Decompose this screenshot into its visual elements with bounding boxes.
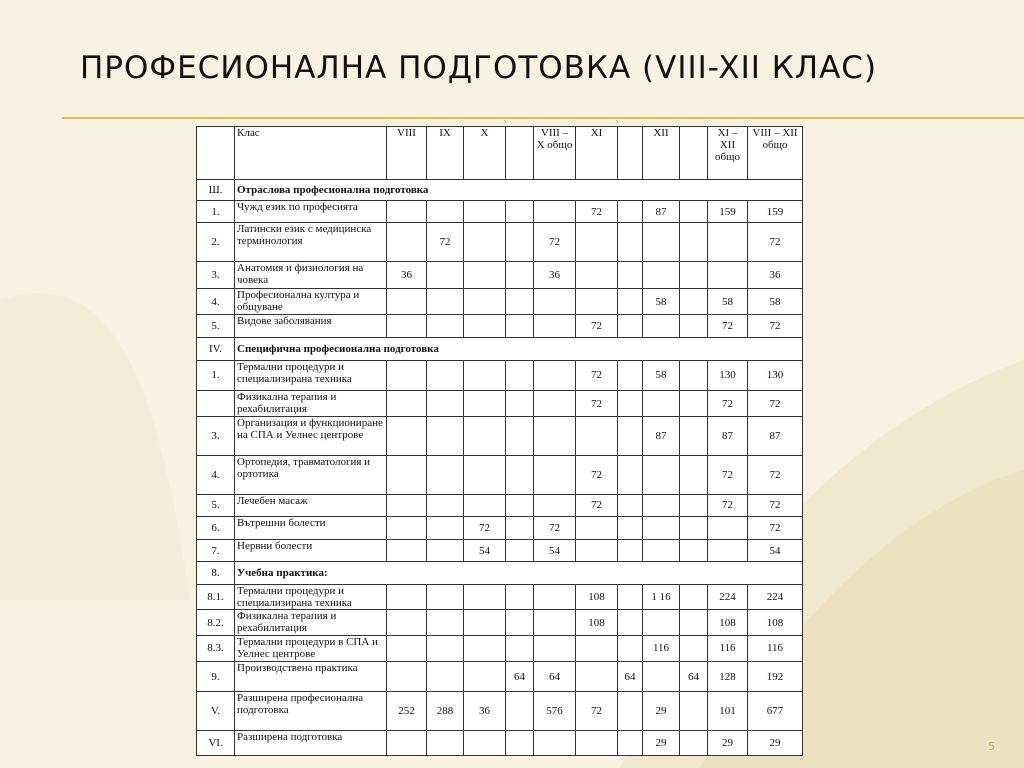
hours-cell xyxy=(387,200,427,223)
subject-name: Термални процедури в СПА и Уелнес центрове xyxy=(235,636,387,662)
hours-cell xyxy=(618,731,643,756)
hours-cell xyxy=(387,288,427,315)
table-row xyxy=(197,288,803,315)
hours-cell xyxy=(576,262,618,289)
row-index: 6. xyxy=(197,517,235,540)
hours-cell: 108 xyxy=(708,610,748,636)
hours-cell: 87 xyxy=(643,200,680,223)
hours-cell xyxy=(506,262,534,289)
hours-cell xyxy=(427,455,464,494)
hours-cell: 36 xyxy=(387,262,427,289)
hours-cell: 72 xyxy=(708,494,748,517)
hours-cell xyxy=(680,391,708,417)
hours-cell: 58 xyxy=(643,360,680,391)
hours-cell xyxy=(643,455,680,494)
hours-cell xyxy=(576,517,618,540)
row-index: 5. xyxy=(197,494,235,517)
subject-name: Нервни болести xyxy=(235,539,387,562)
hours-cell xyxy=(427,200,464,223)
hours-cell xyxy=(387,416,427,455)
table-row xyxy=(197,636,803,662)
hours-cell xyxy=(576,288,618,315)
hours-cell xyxy=(506,539,534,562)
hours-cell xyxy=(427,416,464,455)
hours-cell: 224 xyxy=(748,584,803,610)
hours-cell xyxy=(506,610,534,636)
hours-cell: 72 xyxy=(576,494,618,517)
hours-cell: 108 xyxy=(576,584,618,610)
hours-cell xyxy=(464,494,506,517)
hours-cell: 72 xyxy=(576,315,618,338)
subject-name: Чужд език по професията xyxy=(235,200,387,223)
hours-cell: 64 xyxy=(680,661,708,692)
hours-cell: 29 xyxy=(643,731,680,756)
hours-cell xyxy=(387,731,427,756)
subject-name: Организация и функциониране на СПА и Уелнес центрове xyxy=(235,416,387,455)
subject-name: Физикална терапия и рехабилитация xyxy=(235,391,387,417)
hours-cell xyxy=(387,455,427,494)
hours-cell xyxy=(618,539,643,562)
header-col-viii-x-total: VIII – X общо xyxy=(534,127,576,180)
table-row xyxy=(197,517,803,540)
row-index: 8.1. xyxy=(197,584,235,610)
hours-cell xyxy=(427,731,464,756)
hours-cell: 36 xyxy=(534,262,576,289)
row-index: 9. xyxy=(197,661,235,692)
hours-cell xyxy=(534,584,576,610)
table-row xyxy=(197,692,803,731)
hours-cell: 72 xyxy=(748,391,803,417)
header-col-blank-3 xyxy=(680,127,708,180)
title-divider xyxy=(62,117,1024,119)
row-index: 3. xyxy=(197,262,235,289)
hours-cell: 72 xyxy=(534,517,576,540)
hours-cell xyxy=(506,360,534,391)
row-index: VI. xyxy=(197,731,235,756)
header-col-blank-1 xyxy=(506,127,534,180)
row-index: 4. xyxy=(197,288,235,315)
hours-cell xyxy=(506,584,534,610)
hours-cell xyxy=(464,288,506,315)
hours-cell: 87 xyxy=(643,416,680,455)
hours-cell xyxy=(427,661,464,692)
hours-cell: 72 xyxy=(576,200,618,223)
hours-cell: 116 xyxy=(708,636,748,662)
hours-cell xyxy=(680,455,708,494)
hours-cell: 54 xyxy=(748,539,803,562)
hours-cell xyxy=(576,539,618,562)
row-index: 3. xyxy=(197,416,235,455)
hours-cell xyxy=(387,636,427,662)
hours-cell xyxy=(427,610,464,636)
hours-cell xyxy=(534,200,576,223)
section-row xyxy=(197,180,803,200)
subject-name: Ортопедия, травматология и ортотика xyxy=(235,455,387,494)
table-row xyxy=(197,455,803,494)
hours-cell xyxy=(618,517,643,540)
hours-cell xyxy=(576,731,618,756)
hours-cell: 108 xyxy=(748,610,803,636)
hours-cell xyxy=(618,223,643,262)
hours-cell xyxy=(643,391,680,417)
hours-cell xyxy=(680,200,708,223)
table-row xyxy=(197,391,803,417)
section-title: Отраслова професионална подготовка xyxy=(235,180,803,200)
hours-cell xyxy=(506,731,534,756)
subject-name: Разширена професионална подготовка xyxy=(235,692,387,731)
hours-cell: 288 xyxy=(427,692,464,731)
hours-cell xyxy=(534,494,576,517)
hours-cell xyxy=(464,360,506,391)
hours-cell: 72 xyxy=(576,692,618,731)
hours-cell: 29 xyxy=(643,692,680,731)
row-index: V. xyxy=(197,692,235,731)
hours-cell xyxy=(427,494,464,517)
hours-cell xyxy=(506,223,534,262)
hours-cell xyxy=(680,610,708,636)
subject-name: Лечебен масаж xyxy=(235,494,387,517)
hours-cell xyxy=(680,731,708,756)
hours-cell: 36 xyxy=(464,692,506,731)
hours-cell xyxy=(680,692,708,731)
hours-cell xyxy=(427,636,464,662)
hours-cell xyxy=(534,288,576,315)
header-col-x: X xyxy=(464,127,506,180)
hours-cell xyxy=(618,416,643,455)
header-col-xii: XII xyxy=(643,127,680,180)
hours-cell: 58 xyxy=(748,288,803,315)
header-col-ix: IX xyxy=(427,127,464,180)
table-row xyxy=(197,584,803,610)
table-row xyxy=(197,494,803,517)
hours-cell xyxy=(506,692,534,731)
table-row xyxy=(197,416,803,455)
hours-cell xyxy=(387,494,427,517)
header-col-blank-2 xyxy=(618,127,643,180)
hours-cell xyxy=(643,494,680,517)
hours-cell xyxy=(576,416,618,455)
row-index: 8.2. xyxy=(197,610,235,636)
hours-cell xyxy=(534,731,576,756)
hours-cell: 64 xyxy=(506,661,534,692)
hours-cell: 128 xyxy=(708,661,748,692)
hours-cell: 58 xyxy=(643,288,680,315)
table-row xyxy=(197,200,803,223)
hours-cell xyxy=(506,636,534,662)
hours-cell xyxy=(427,391,464,417)
header-index-cell xyxy=(197,127,235,180)
hours-cell xyxy=(534,636,576,662)
hours-cell xyxy=(387,360,427,391)
hours-cell xyxy=(464,584,506,610)
hours-cell: 159 xyxy=(748,200,803,223)
hours-cell xyxy=(643,661,680,692)
hours-cell: 72 xyxy=(427,223,464,262)
hours-cell xyxy=(618,360,643,391)
subject-name: Разширена подготовка xyxy=(235,731,387,756)
table-row xyxy=(197,610,803,636)
hours-cell xyxy=(618,391,643,417)
hours-cell xyxy=(576,661,618,692)
hours-cell xyxy=(387,539,427,562)
hours-cell xyxy=(464,416,506,455)
subject-name: Термални процедури и специализирана техника xyxy=(235,360,387,391)
hours-cell: 108 xyxy=(576,610,618,636)
hours-cell xyxy=(618,636,643,662)
hours-cell xyxy=(464,200,506,223)
subject-name: Видове заболявания xyxy=(235,315,387,338)
hours-cell xyxy=(464,455,506,494)
hours-cell: 72 xyxy=(708,315,748,338)
hours-cell: 87 xyxy=(748,416,803,455)
section-title: Учебна практика: xyxy=(235,562,803,585)
hours-cell: 64 xyxy=(618,661,643,692)
hours-cell xyxy=(464,315,506,338)
hours-cell: 36 xyxy=(748,262,803,289)
hours-cell xyxy=(387,517,427,540)
hours-cell xyxy=(643,610,680,636)
hours-cell xyxy=(618,200,643,223)
hours-cell xyxy=(506,288,534,315)
hours-cell: 677 xyxy=(748,692,803,731)
table-row xyxy=(197,223,803,262)
table-row xyxy=(197,360,803,391)
hours-cell xyxy=(427,315,464,338)
hours-cell: 224 xyxy=(708,584,748,610)
hours-cell xyxy=(680,262,708,289)
hours-cell xyxy=(618,315,643,338)
subject-name: Анатомия и физиология на човека xyxy=(235,262,387,289)
hours-cell xyxy=(427,288,464,315)
hours-cell: 72 xyxy=(708,455,748,494)
row-index: 1. xyxy=(197,200,235,223)
hours-cell xyxy=(506,517,534,540)
hours-cell xyxy=(708,539,748,562)
hours-cell: 72 xyxy=(748,455,803,494)
hours-cell xyxy=(464,661,506,692)
hours-cell xyxy=(680,315,708,338)
hours-cell: 72 xyxy=(748,494,803,517)
row-index: Ш. xyxy=(197,180,235,200)
hours-cell xyxy=(643,262,680,289)
hours-cell xyxy=(427,539,464,562)
section-row xyxy=(197,562,803,585)
row-index xyxy=(197,391,235,417)
hours-cell: 29 xyxy=(748,731,803,756)
header-class-label: Клас xyxy=(235,127,387,180)
hours-cell xyxy=(643,315,680,338)
header-col-viii: VIII xyxy=(387,127,427,180)
table-row xyxy=(197,661,803,692)
hours-cell xyxy=(464,391,506,417)
hours-cell xyxy=(464,636,506,662)
row-index: 8.3. xyxy=(197,636,235,662)
hours-cell xyxy=(534,391,576,417)
hours-cell xyxy=(576,636,618,662)
header-col-xi-xii-total: XI – XII общо xyxy=(708,127,748,180)
table-row xyxy=(197,315,803,338)
subject-name: Физикална терапия и рехабилитация xyxy=(235,610,387,636)
hours-cell xyxy=(506,200,534,223)
hours-cell xyxy=(708,223,748,262)
hours-cell xyxy=(576,223,618,262)
hours-cell: 54 xyxy=(534,539,576,562)
row-index: 1. xyxy=(197,360,235,391)
subject-name: Вътрешни болести xyxy=(235,517,387,540)
hours-cell: 72 xyxy=(576,455,618,494)
subject-name: Професионална култура и общуване xyxy=(235,288,387,315)
hours-cell xyxy=(680,584,708,610)
hours-cell xyxy=(534,416,576,455)
hours-cell: 252 xyxy=(387,692,427,731)
hours-cell xyxy=(534,360,576,391)
hours-cell xyxy=(680,539,708,562)
table-header-row xyxy=(197,127,803,180)
hours-cell xyxy=(618,455,643,494)
row-index: 8. xyxy=(197,562,235,585)
hours-cell xyxy=(464,223,506,262)
hours-cell xyxy=(387,610,427,636)
hours-cell xyxy=(427,262,464,289)
table-body xyxy=(197,127,803,756)
page-number: 5 xyxy=(988,740,995,753)
hours-cell xyxy=(387,584,427,610)
hours-cell: 72 xyxy=(534,223,576,262)
hours-cell xyxy=(506,315,534,338)
hours-cell xyxy=(708,262,748,289)
hours-cell: 29 xyxy=(708,731,748,756)
hours-cell xyxy=(643,539,680,562)
hours-cell: 116 xyxy=(643,636,680,662)
header-col-xi: XI xyxy=(576,127,618,180)
hours-cell xyxy=(643,223,680,262)
hours-cell: 72 xyxy=(708,391,748,417)
header-col-viii-xii-total: VIII – XII общо xyxy=(748,127,803,180)
hours-cell xyxy=(427,360,464,391)
hours-cell xyxy=(387,223,427,262)
hours-cell xyxy=(618,692,643,731)
hours-cell xyxy=(618,288,643,315)
row-index: 2. xyxy=(197,223,235,262)
hours-cell xyxy=(643,517,680,540)
hours-cell: 54 xyxy=(464,539,506,562)
row-index: 4. xyxy=(197,455,235,494)
table-row xyxy=(197,262,803,289)
hours-cell: 72 xyxy=(464,517,506,540)
hours-cell xyxy=(387,391,427,417)
hours-cell: 87 xyxy=(708,416,748,455)
curriculum-table xyxy=(196,126,803,756)
hours-cell xyxy=(387,661,427,692)
hours-cell: 58 xyxy=(708,288,748,315)
hours-cell xyxy=(618,610,643,636)
hours-cell xyxy=(506,455,534,494)
hours-cell: 192 xyxy=(748,661,803,692)
hours-cell xyxy=(680,360,708,391)
subject-name: Термални процедури и специализирана техника xyxy=(235,584,387,610)
hours-cell xyxy=(464,610,506,636)
hours-cell: 159 xyxy=(708,200,748,223)
slide-title: ПРОФЕСИОНАЛНА ПОДГОТОВКА (VIII-XII КЛАС) xyxy=(80,50,878,86)
row-index: IV. xyxy=(197,337,235,360)
hours-cell xyxy=(680,494,708,517)
hours-cell xyxy=(680,288,708,315)
hours-cell xyxy=(464,731,506,756)
hours-cell xyxy=(680,636,708,662)
hours-cell: 72 xyxy=(576,360,618,391)
hours-cell xyxy=(506,416,534,455)
subject-name: Производствена практика xyxy=(235,661,387,692)
hours-cell: 116 xyxy=(748,636,803,662)
hours-cell: 72 xyxy=(748,315,803,338)
hours-cell xyxy=(708,517,748,540)
hours-cell: 64 xyxy=(534,661,576,692)
hours-cell: 101 xyxy=(708,692,748,731)
hours-cell xyxy=(534,610,576,636)
section-title: Специфична професионална подготовка xyxy=(235,337,803,360)
hours-cell xyxy=(680,517,708,540)
hours-cell: 130 xyxy=(708,360,748,391)
hours-cell xyxy=(387,315,427,338)
hours-cell xyxy=(534,455,576,494)
hours-cell: 72 xyxy=(576,391,618,417)
row-index: 5. xyxy=(197,315,235,338)
hours-cell xyxy=(680,223,708,262)
hours-cell: 72 xyxy=(748,517,803,540)
hours-cell xyxy=(618,584,643,610)
hours-cell xyxy=(506,391,534,417)
hours-cell xyxy=(534,315,576,338)
hours-cell xyxy=(618,262,643,289)
hours-cell: 576 xyxy=(534,692,576,731)
table-row xyxy=(197,539,803,562)
hours-cell xyxy=(618,494,643,517)
row-index: 7. xyxy=(197,539,235,562)
hours-cell xyxy=(506,494,534,517)
section-row xyxy=(197,337,803,360)
subject-name: Латински език с медицинска терминология xyxy=(235,223,387,262)
curriculum-table-sheet xyxy=(196,126,802,756)
hours-cell: 130 xyxy=(748,360,803,391)
table-row xyxy=(197,731,803,756)
hours-cell: 72 xyxy=(748,223,803,262)
hours-cell xyxy=(427,584,464,610)
hours-cell: 1 16 xyxy=(643,584,680,610)
hours-cell xyxy=(680,416,708,455)
hours-cell xyxy=(464,262,506,289)
hours-cell xyxy=(427,517,464,540)
